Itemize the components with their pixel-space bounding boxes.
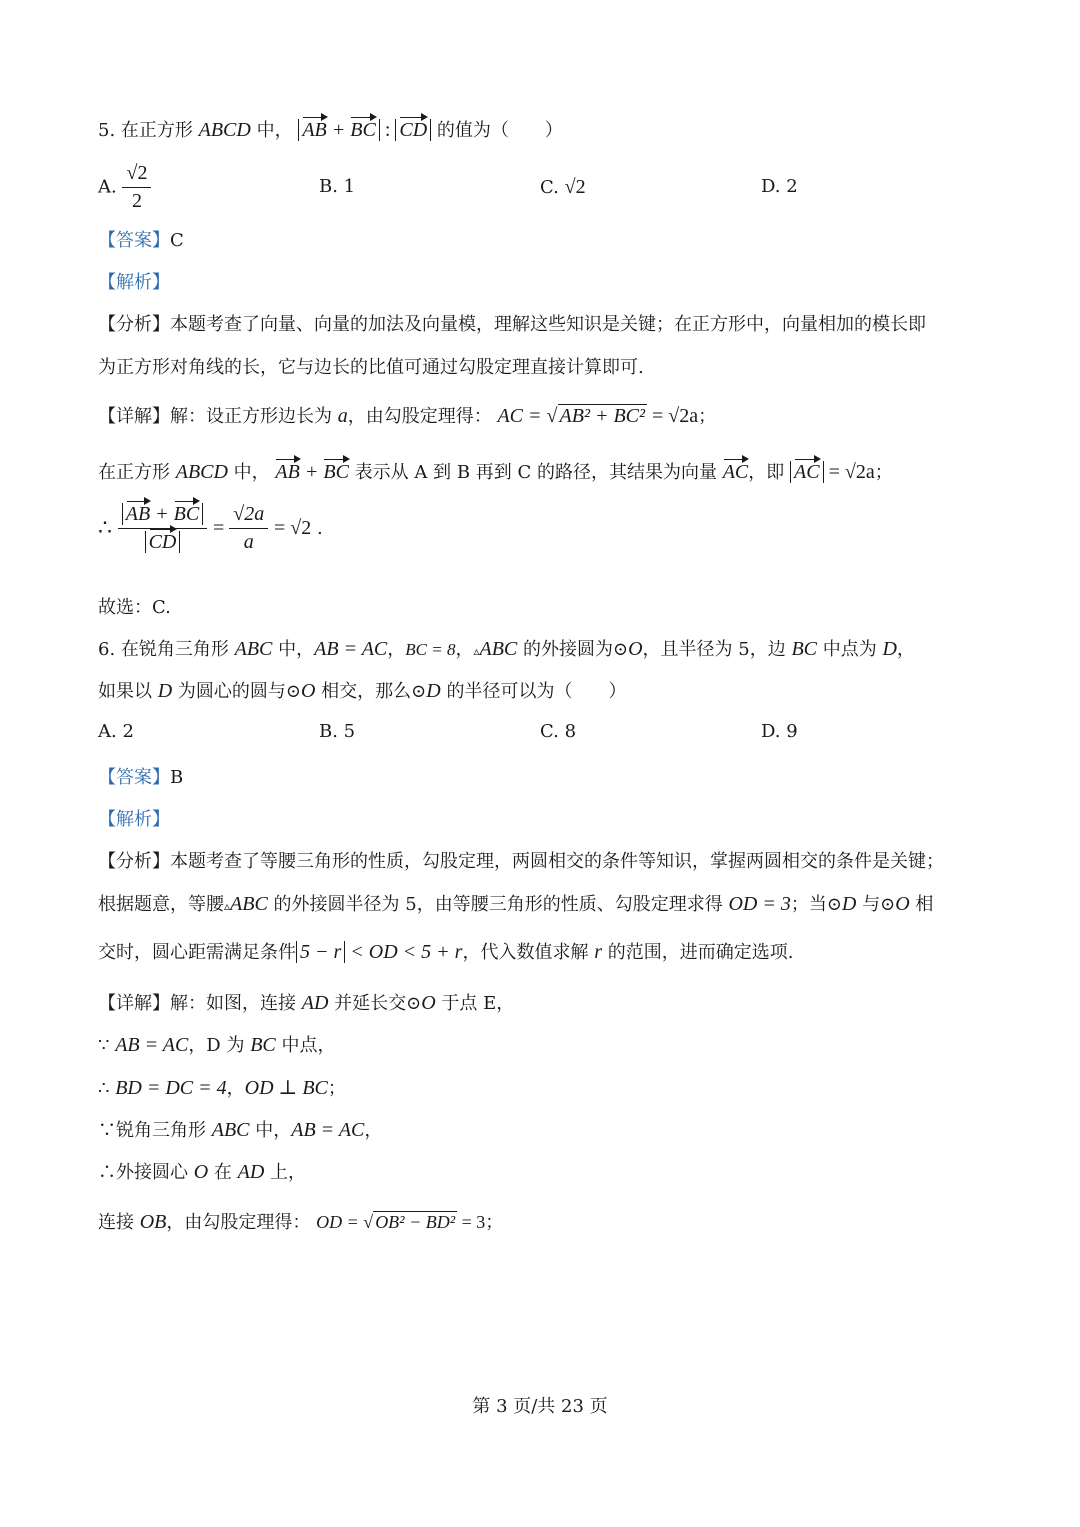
q6-option-a[interactable]: A. 2 (98, 721, 134, 742)
q6-detail-line-4: ∵锐角三角形 ABC 中，AB = AC， (98, 1119, 383, 1141)
q6-detail-line-5: ∴外接圆心 O 在 AD 上， (98, 1161, 307, 1183)
q5-detail-line-3: ∴ $\frac{AB + BC}{CD}$ = $\frac{√2a}{a}$ = √2 . (98, 503, 323, 553)
fraction-vector-ratio: $\frac{AB + BC}{CD}$ (118, 503, 208, 554)
q6-option-b[interactable]: B. 5 (319, 721, 356, 742)
fraction-sqrt2a-over-a: $\frac{√2a}{a}$ (229, 503, 268, 554)
q6-detail-line-2: ∵ AB = AC，D 为 BC 中点， (98, 1034, 336, 1056)
q5-option-b[interactable]: B. 1 (319, 176, 356, 197)
q5-detail-line-1: 【详解】解：设正方形边长为 a，由勾股定理得： AC = √ AB² + BC² = √2a； (98, 405, 717, 427)
q5-stem: 5. 在正方形 ABCD 中， AB + BC : CD 的值为（ ） (98, 119, 563, 141)
q6-answer: 【答案】B (98, 767, 184, 788)
q6-fenxi-line-2: 根据题意，等腰▵ABC 的外接圆半径为 5，由等腰三角形的性质、勾股定理求得 OD = 3；当⊙D 与⊙O 相 (98, 893, 934, 915)
q6-stem-line-1: 6. 在锐角三角形 ABC 中，AB = AC，BC = 8，▵ABC 的外接圆为⊙O，且半径为 5，边 BC 中点为 D， (98, 638, 915, 660)
q5-detail-line-2: 在正方形 ABCD 中， AB + BC 表示从 A 到 B 再到 C 的路径，其结果为向量 AC，即 AC = √2a； (98, 461, 893, 483)
q6-fenxi-line-1: 【分析】本题考查了等腰三角形的性质，勾股定理，两圆相交的条件等知识，掌握两圆相交的条件是关键； (98, 851, 944, 872)
q6-stem-line-2: 如果以 D 为圆心的圆与⊙O 相交，那么⊙D 的半径可以为（ ） (98, 680, 627, 702)
q5-analysis-tag: 【解析】 (98, 272, 170, 293)
q5-fenxi-line-1: 【分析】本题考查了向量、向量的加法及向量模，理解这些知识是关键；在正方形中，向量相加的模长即 (98, 314, 926, 335)
fraction-sqrt2-over-2: $\frac{√2}{2}$ (122, 162, 151, 213)
q5-answer: 【答案】C (98, 230, 184, 251)
q5-option-a[interactable]: A. $\frac{√2}{2}$ (98, 162, 151, 213)
q6-detail-line-6: 连接 OB，由勾股定理得： OD = √ OB² − BD² = 3； (98, 1211, 504, 1233)
q6-analysis-tag: 【解析】 (98, 809, 170, 830)
q5-conclusion: 故选：C. (98, 597, 171, 618)
q6-option-d[interactable]: D. 9 (761, 721, 798, 742)
q5-option-c[interactable]: C. √2 (540, 176, 586, 198)
page-footer: 第 3 页/共 23 页 (472, 1396, 608, 1417)
q6-detail-line-1: 【详解】解：如图，连接 AD 并延长交⊙O 于点 E， (98, 992, 515, 1014)
q6-option-c[interactable]: C. 8 (540, 721, 577, 742)
q6-fenxi-line-3: 交时，圆心距需满足条件 5 − r < OD < 5 + r，代入数值求解 r 的范围，进而确定选项. (98, 941, 794, 963)
q5-fenxi-line-2: 为正方形对角线的长，它与边长的比值可通过勾股定理直接计算即可. (98, 357, 644, 378)
q5-option-d[interactable]: D. 2 (761, 176, 798, 197)
q6-detail-line-3: ∴ BD = DC = 4，OD ⊥ BC； (98, 1077, 346, 1099)
